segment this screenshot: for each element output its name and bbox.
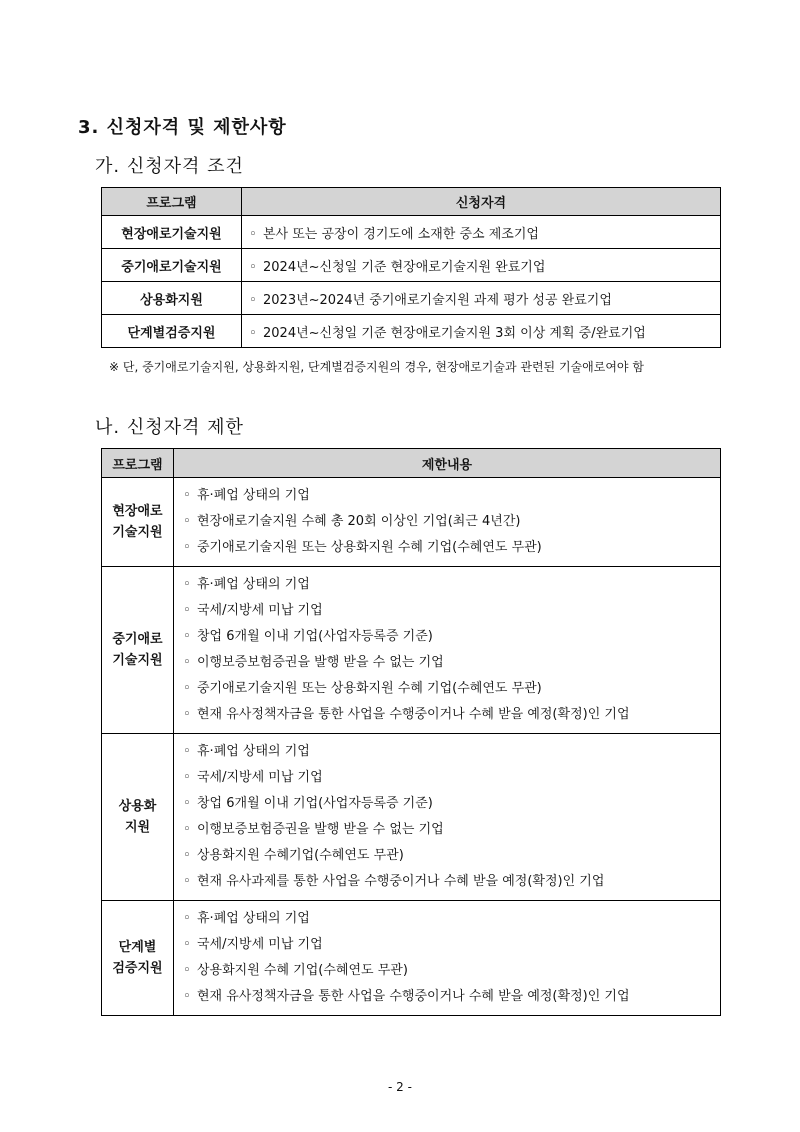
restriction-text: 중기애로기술지원 또는 상용화지원 수혜 기업(수혜연도 무관) [197,681,542,696]
bullet-icon: ◦ [183,796,191,811]
restriction-text: 휴·폐업 상태의 기업 [197,911,310,926]
header-program: 프로그램 [102,449,174,478]
restriction-text: 휴·폐업 상태의 기업 [197,577,310,592]
list-item [183,702,720,728]
header-qualification: 신청자격 [242,188,721,216]
list-item [183,739,720,765]
qualification-cell [242,315,721,348]
bullet-icon: ◦ [249,325,257,341]
table-header-row [102,188,721,216]
list-item [183,817,720,843]
program-name-line2: 기술지원 [112,653,163,668]
qualification-cell [242,282,721,315]
restriction-text: 현장애로기술지원 수혜 총 20회 이상인 기업(최근 4년간) [197,514,521,529]
bullet-icon: ◦ [183,603,191,618]
list-item [183,869,720,895]
table-row [102,567,721,734]
restriction-text: 국세/지방세 미납 기업 [197,603,323,618]
restriction-text: 창업 6개월 이내 기업(사업자등록증 기준) [197,796,433,811]
qualification-cell [242,216,721,249]
bullet-icon: ◦ [183,937,191,952]
bullet-icon: ◦ [249,259,257,275]
restriction-table [101,448,721,1016]
restriction-text: 국세/지방세 미납 기업 [197,770,323,785]
list-item [183,932,720,958]
subsection-a-title: 가. 신청자격 조건 [95,156,244,177]
table-row [102,478,721,567]
program-name-line2: 지원 [124,820,151,835]
program-cell [102,734,174,901]
bullet-icon: ◦ [183,577,191,592]
program-name-line1: 단계별 [118,940,157,955]
bullet-icon: ◦ [183,707,191,722]
bullet-icon: ◦ [183,963,191,978]
bullet-icon: ◦ [183,874,191,889]
header-program: 프로그램 [102,188,242,216]
program-cell: 단계별검증지원 [102,315,242,348]
qualification-note: ※ 단, 중기애로기술지원, 상용화지원, 단계별검증지원의 경우, 현장애로기술과 관련된 기술애로여야 함 [109,360,644,374]
bullet-icon: ◦ [183,629,191,644]
restriction-cell [174,478,721,567]
table-row [102,282,721,315]
restriction-text: 중기애로기술지원 또는 상용화지원 수혜 기업(수혜연도 무관) [197,540,542,555]
bullet-icon: ◦ [183,911,191,926]
qualification-text: 2024년~신청일 기준 현장애로기술지원 완료기업 [263,259,546,275]
qualification-cell [242,249,721,282]
list-item [183,509,720,535]
list-item [183,765,720,791]
bullet-icon: ◦ [183,655,191,670]
list-item [183,483,720,509]
restriction-text: 현재 유사정책자금을 통한 사업을 수행중이거나 수혜 받을 예정(확정)인 기업 [197,989,630,1004]
bullet-icon: ◦ [183,540,191,555]
table-row [102,734,721,901]
table-row [102,315,721,348]
section-title: 3. 신청자격 및 제한사항 [78,117,287,138]
table-row [102,249,721,282]
bullet-icon: ◦ [183,488,191,503]
list-item [183,843,720,869]
restriction-cell [174,734,721,901]
bullet-icon: ◦ [183,989,191,1004]
table-row [102,901,721,1016]
program-name-line2: 기술지원 [112,525,163,540]
program-cell [102,567,174,734]
program-name-line1: 중기애로 [112,632,163,647]
restriction-text: 이행보증보험증권을 발행 받을 수 없는 기업 [197,655,444,670]
qualification-text: 본사 또는 공장이 경기도에 소재한 중소 제조기업 [263,226,539,242]
list-item [183,984,720,1010]
list-item [183,791,720,817]
program-name-line2: 검증지원 [112,961,163,976]
list-item [183,624,720,650]
restriction-text: 휴·폐업 상태의 기업 [197,488,310,503]
bullet-icon: ◦ [183,822,191,837]
program-cell: 중기애로기술지원 [102,249,242,282]
list-item [183,958,720,984]
list-item [183,572,720,598]
table-header-row [102,449,721,478]
bullet-icon: ◦ [183,770,191,785]
restriction-text: 창업 6개월 이내 기업(사업자등록증 기준) [197,629,433,644]
list-item [183,906,720,932]
bullet-icon: ◦ [183,744,191,759]
program-cell: 상용화지원 [102,282,242,315]
restriction-cell [174,901,721,1016]
page-number: - 2 - [388,1080,412,1094]
bullet-icon: ◦ [249,226,257,242]
list-item [183,535,720,561]
restriction-text: 현재 유사정책자금을 통한 사업을 수행중이거나 수혜 받을 예정(확정)인 기업 [197,707,630,722]
restriction-text: 현재 유사과제를 통한 사업을 수행중이거나 수혜 받을 예정(확정)인 기업 [197,874,605,889]
qualification-text: 2024년~신청일 기준 현장애로기술지원 3회 이상 계획 중/완료기업 [263,325,646,341]
restriction-cell [174,567,721,734]
bullet-icon: ◦ [183,848,191,863]
qualification-text: 2023년~2024년 중기애로기술지원 과제 평가 성공 완료기업 [263,292,612,308]
table-row [102,216,721,249]
program-cell [102,901,174,1016]
program-name-line1: 현장애로 [112,504,163,519]
bullet-icon: ◦ [183,681,191,696]
program-cell: 현장애로기술지원 [102,216,242,249]
header-restriction: 제한내용 [174,449,721,478]
restriction-text: 이행보증보험증권을 발행 받을 수 없는 기업 [197,822,444,837]
list-item [183,598,720,624]
program-name-line1: 상용화 [118,799,157,814]
list-item [183,650,720,676]
list-item [183,676,720,702]
restriction-text: 상용화지원 수혜기업(수혜연도 무관) [197,848,404,863]
bullet-icon: ◦ [249,292,257,308]
restriction-text: 상용화지원 수혜 기업(수혜연도 무관) [197,963,408,978]
subsection-b-title: 나. 신청자격 제한 [95,417,244,438]
restriction-text: 국세/지방세 미납 기업 [197,937,323,952]
qualification-table [101,187,721,348]
program-cell [102,478,174,567]
restriction-text: 휴·폐업 상태의 기업 [197,744,310,759]
bullet-icon: ◦ [183,514,191,529]
